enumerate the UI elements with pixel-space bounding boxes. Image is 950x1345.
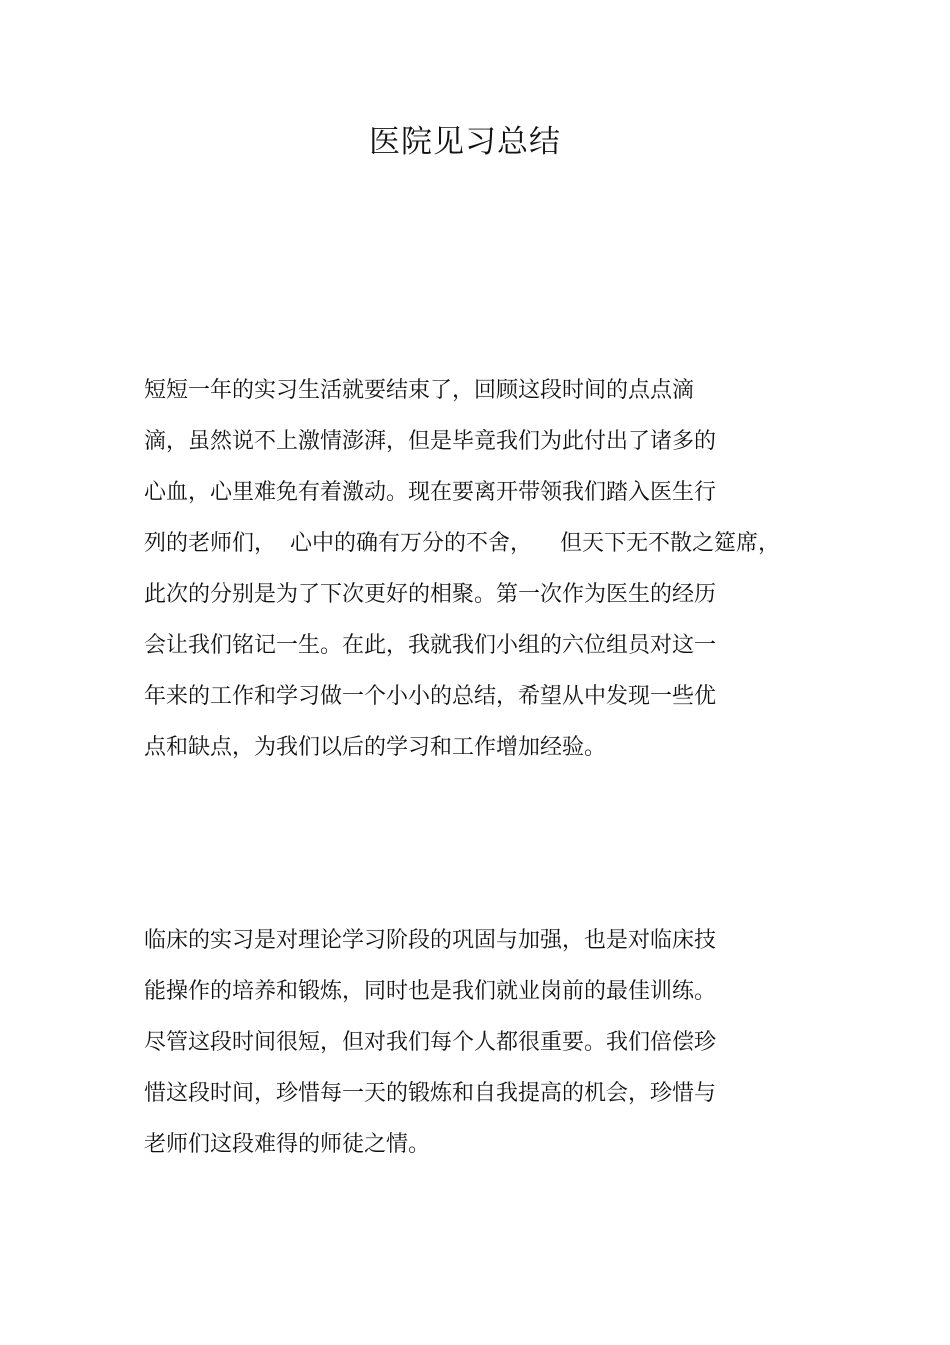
paragraph-clinical [144,920,804,1175]
paragraph-line: 滴，虽然说不上激情澎湃，但是毕竟我们为此付出了诸多的 [144,429,717,454]
paragraph-line: 此次的分别是为了下次更好的相聚。第一次作为医生的经历 [144,582,717,607]
paragraph-line: 临床的实习是对理论学习阶段的巩固与加强，也是对临床技 [144,928,717,953]
paragraph-line: 列的老师们， 心中的确有万分的不舍， 但天下无不散之筵席， [144,531,780,556]
paragraph-line: 惜这段时间，珍惜每一天的锻炼和自我提高的机会，珍惜与 [144,1081,717,1106]
paragraph-line: 点和缺点，为我们以后的学习和工作增加经验。 [144,735,607,760]
paragraph-line: 能操作的培养和锻炼，同时也是我们就业岗前的最佳训练。 [144,979,717,1004]
paragraph-line: 心血，心里难免有着激动。现在要离开带领我们踏入医生行 [144,480,717,505]
paragraph-line: 短短一年的实习生活就要结束了，回顾这段时间的点点滴 [144,378,695,403]
paragraph-line: 尽管这段时间很短，但对我们每个人都很重要。我们倍偿珍 [144,1030,717,1055]
paragraph-intro [144,370,804,778]
paragraph-line: 会让我们铭记一生。在此，我就我们小组的六位组员对这一 [144,633,717,658]
page-title: 医院见习总结 [369,124,561,160]
paragraph-line: 年来的工作和学习做一个小小的总结，希望从中发现一些优 [144,684,717,709]
paragraph-line: 老师们这段难得的师徒之情。 [144,1132,431,1157]
